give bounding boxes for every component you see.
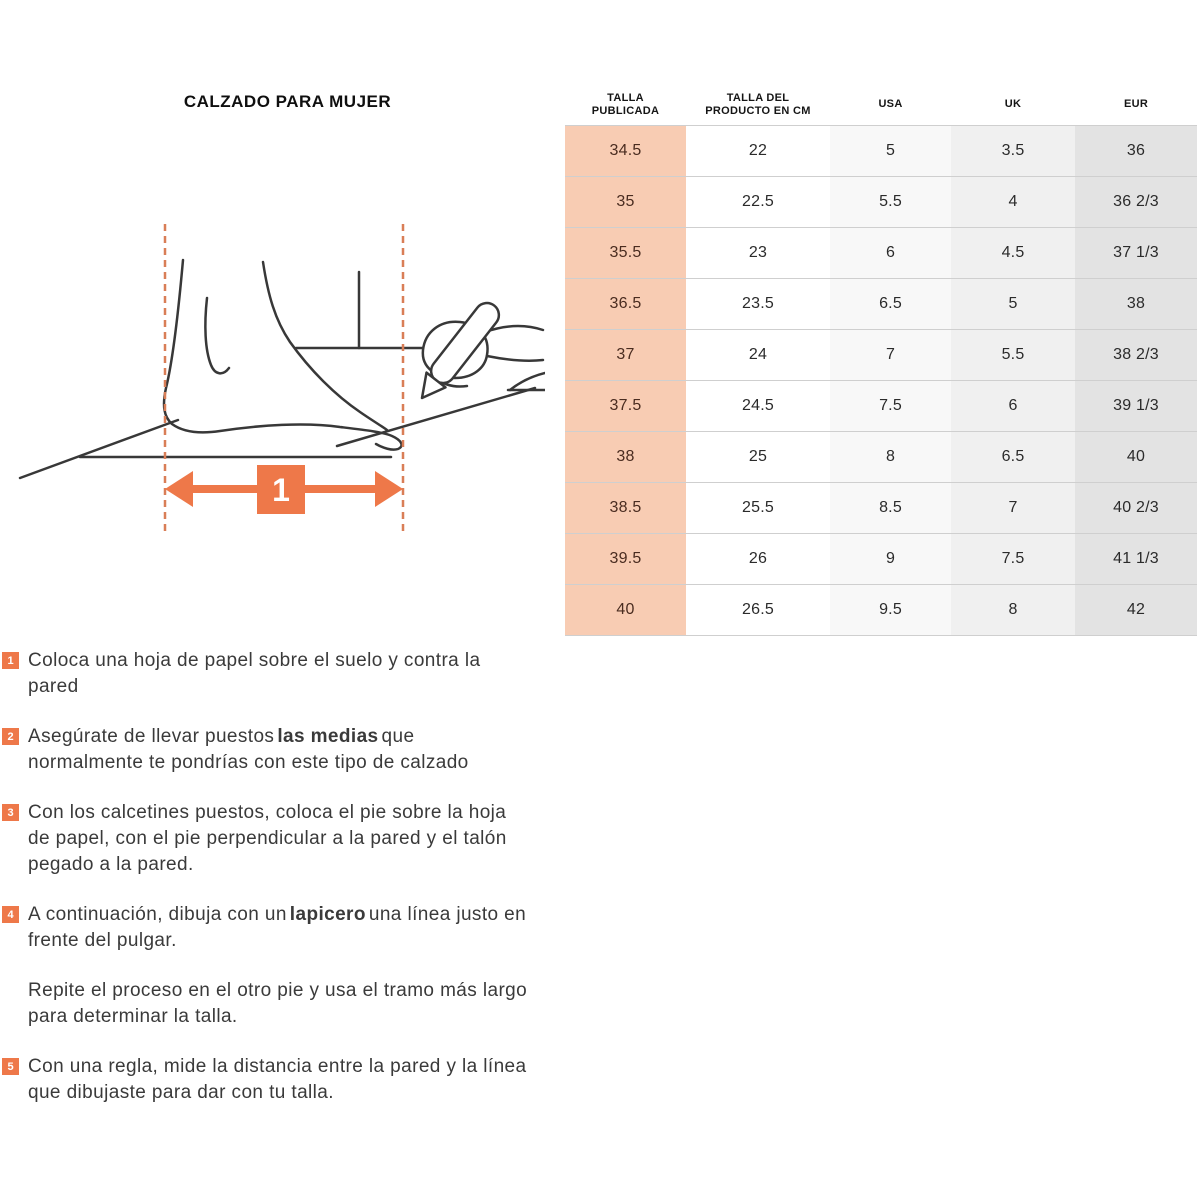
cell-talla: 37.5 [565,380,686,431]
step-text: Con una regla, mide la distancia entre la pared y la línea que dibujaste para dar con tu talla. [28,1056,527,1103]
cell-eur: 38 2/3 [1075,329,1197,380]
cell-usa: 9 [830,533,951,584]
cell-eur: 38 [1075,278,1197,329]
wall-lines [296,272,424,348]
cell-uk: 6 [951,380,1075,431]
cell-usa: 5.5 [830,176,951,227]
cell-talla: 39.5 [565,533,686,584]
cell-eur: 40 [1075,431,1197,482]
step-text: Asegúrate de llevar puestos [28,726,275,747]
cell-talla: 36.5 [565,278,686,329]
cell-cm: 23 [686,227,830,278]
cell-uk: 4 [951,176,1075,227]
cell-talla: 38 [565,431,686,482]
header-talla-cm: TALLA DEL PRODUCTO EN CM [705,91,811,117]
step-number-badge: 5 [2,1058,19,1075]
cell-eur: 40 2/3 [1075,482,1197,533]
foot-outline [164,260,402,450]
step-text: A continuación, dibuja con un [28,904,287,925]
table-row [565,482,1197,533]
paper-sheet [20,388,545,478]
header-talla-publicada: TALLA PUBLICADA [591,91,660,117]
cell-talla: 40 [565,584,686,635]
instruction-note [0,978,530,1030]
cell-cm: 26.5 [686,584,830,635]
table-row [565,380,1197,431]
cell-talla: 35.5 [565,227,686,278]
cell-uk: 6.5 [951,431,1075,482]
cell-usa: 8 [830,431,951,482]
measure-number-label: 1 [272,472,290,508]
cell-cm: 25 [686,431,830,482]
instruction-step-3 [0,800,530,878]
cell-talla: 34.5 [565,125,686,176]
step-text: Coloca una hoja de papel sobre el suelo y contra la pared [28,650,481,697]
instruction-step-4 [0,902,530,954]
measure-arrow [165,465,403,514]
table-row [565,176,1197,227]
cell-cm: 25.5 [686,482,830,533]
header-uk: UK [1004,98,1022,111]
step-text: una línea justo en frente del pulgar. [28,904,527,951]
foot-measurement-illustration [15,210,545,540]
cell-usa: 9.5 [830,584,951,635]
cell-cm: 22.5 [686,176,830,227]
cell-talla: 37 [565,329,686,380]
table-row [565,125,1197,176]
cell-usa: 6 [830,227,951,278]
instruction-step-2 [0,724,530,776]
cell-uk: 5 [951,278,1075,329]
cell-uk: 7.5 [951,533,1075,584]
instruction-step-1 [0,648,530,700]
step-text: Con los calcetines puestos, coloca el pie sobre la hoja de papel, con el pie perpendicular a la pared y el talón pegado a la pared. [28,802,507,875]
header-eur: EUR [1123,98,1149,111]
cell-cm: 22 [686,125,830,176]
step-text: que normalmente te pondrías con este tipo de calzado [28,726,469,773]
step-text-bold: lapicero [289,904,366,925]
cell-cm: 23.5 [686,278,830,329]
cell-eur: 37 1/3 [1075,227,1197,278]
cell-talla: 38.5 [565,482,686,533]
cell-uk: 8 [951,584,1075,635]
cell-uk: 7 [951,482,1075,533]
table-row [565,227,1197,278]
step-text: Repite el proceso en el otro pie y usa el tramo más largo para determinar la talla. [28,980,528,1027]
size-conversion-table [565,85,1197,636]
instructions-list [0,648,530,1130]
cell-uk: 3.5 [951,125,1075,176]
cell-usa: 8.5 [830,482,951,533]
cell-cm: 26 [686,533,830,584]
cell-usa: 6.5 [830,278,951,329]
table-row [565,278,1197,329]
cell-cm: 24.5 [686,380,830,431]
table-row [565,533,1197,584]
cell-eur: 41 1/3 [1075,533,1197,584]
table-row [565,329,1197,380]
cell-eur: 39 1/3 [1075,380,1197,431]
step-number-badge: 2 [2,728,19,745]
cell-uk: 5.5 [951,329,1075,380]
table-header-row [565,85,1197,125]
cell-usa: 7 [830,329,951,380]
cell-uk: 4.5 [951,227,1075,278]
cell-usa: 5 [830,125,951,176]
table-row [565,431,1197,482]
cell-usa: 7.5 [830,380,951,431]
step-text-bold: las medias [277,726,379,747]
instruction-step-5 [0,1054,530,1106]
header-usa: USA [878,98,903,111]
cell-eur: 36 2/3 [1075,176,1197,227]
page-title: CALZADO PARA MUJER [183,92,392,111]
step-number-badge: 3 [2,804,19,821]
cell-cm: 24 [686,329,830,380]
step-number-badge: 4 [2,906,19,923]
table-row [565,584,1197,635]
step-number-badge: 1 [2,652,19,669]
cell-eur: 42 [1075,584,1197,635]
cell-eur: 36 [1075,125,1197,176]
cell-talla: 35 [565,176,686,227]
